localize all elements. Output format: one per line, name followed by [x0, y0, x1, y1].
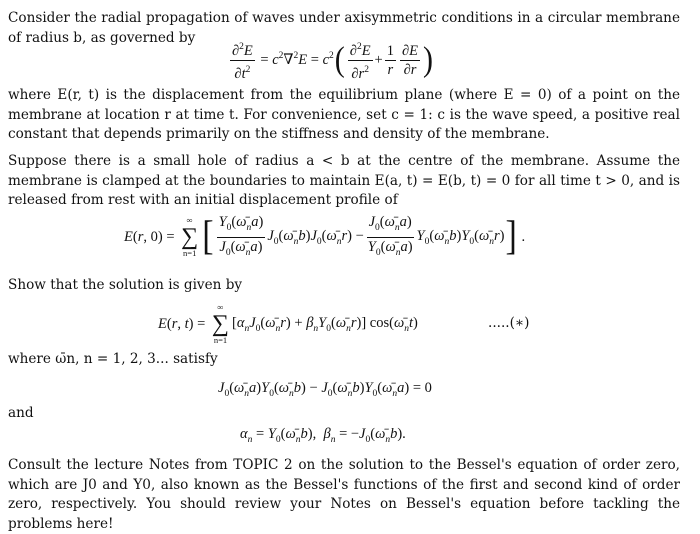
where-label: where ω̄n, n = 1, 2, 3... satisfy — [8, 351, 218, 367]
sum-upper-limit: ∞ — [186, 215, 193, 225]
solution-equation: E(r, t) = ∞ ∑ n=1 [$\alpha_nJ_0(\omegā_nr)$ + $\beta_nY_0(\omegā_nr)$] $\cos(\omegā_nt)$ — [158, 302, 418, 345]
sum-lower-limit-2: n=1 — [213, 335, 228, 345]
eigenvalue-equation: $J_0(\omegā_na)Y_0(\omegā_nb)$ − $J_0(\omegā_nb)Y_0(\omegā_na) = 0$ — [218, 379, 432, 399]
show-paragraph: Show that the solution is given by — [8, 277, 243, 293]
boundary-paragraph: Suppose there is a small hole of radius a < b at the centre of the membrane. Assume the membrane is clamped at the boundaries to maintain E(a, t) = E(b, t) = 0 for all time t > 0, and is released from rest with an initial displacement profile of — [8, 153, 680, 209]
and-label: and — [8, 405, 34, 421]
consult-paragraph: Consult the lecture Notes from TOPIC 2 on the solution to the Bessel's equation of order zero, which are J0 and Y0, also known as the Bessel's functions of the first and second kind of order zero, respectively. You should review your Notes on Bessel's equation before tackling the problems here! — [8, 457, 680, 532]
definition-paragraph: where E(r, t) is the displacement from the equilibrium plane (where E = 0) of a point on the membrane at location r at time t. For convenience, set c = 1: c is the wave speed, a positive real constant that depends primarily on the stiffness and density of the membrane. — [8, 87, 680, 143]
coefficients-equation: $\alpha_n$ = $Y_0(\omegā_nb)$, $\beta_n$ = $-J_0(\omegā_nb)$. — [240, 425, 406, 445]
sum-lower-limit: n=1 — [183, 248, 197, 258]
intro-paragraph: Consider the radial propagation of waves under axisymmetric conditions in a circular membrane of radius b, as governed by — [8, 10, 680, 46]
equation-tag: .....(∗) — [488, 315, 530, 331]
initial-condition-equation: E(r, 0) = ∞ ∑ n=1 [ $\frac{Y_0(\omegā_na)}{J_0(\omegā_na)}$ $J_0(\omegā_nb)J_0(\omegā_nr)$ − $\frac{J_0(\omegā_na)}{Y_0(\omegā_na)}$ $Y_0(\omegā_nb)Y_0(\omegā_nr)$ ] . — [124, 213, 526, 259]
sum-upper-limit-2: ∞ — [217, 302, 224, 312]
wave-equation: $\frac{\partial^2E}{\partial t^2}$ = $c^2\nabla^2E = c^2$ ( $\frac{\partial^2E}{\partial r^2}$ + $\frac{1}{r}$ $\frac{\partial E}{\partial r}$ ) — [232, 40, 434, 82]
